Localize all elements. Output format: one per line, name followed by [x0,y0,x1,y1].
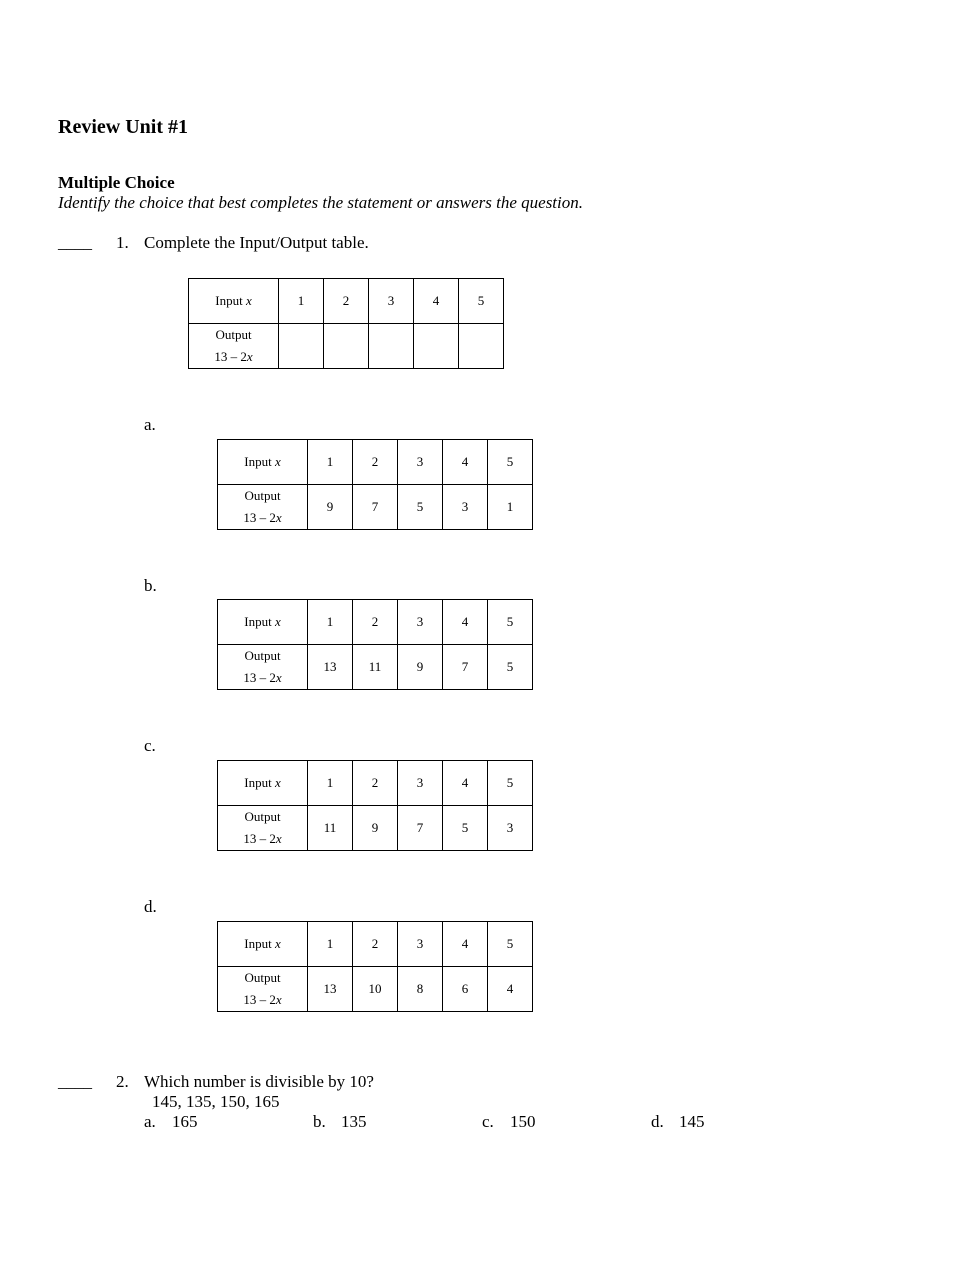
section-heading: Multiple Choice [58,173,175,192]
input-cell: 2 [324,279,369,324]
output-cell [324,324,369,369]
input-cell: 2 [353,922,398,967]
page-title: Review Unit #1 [58,116,188,138]
output-cell: 3 [488,806,533,851]
input-cell: 3 [398,761,443,806]
output-cell: 11 [308,806,353,851]
question-text-q1: Complete the Input/Output table. [144,233,369,252]
output-cell: 13 [308,645,353,690]
output-label-cell: Output 13 – 2x [218,485,308,530]
input-label-cell: Input x [218,761,308,806]
input-cell: 4 [443,761,488,806]
q2-choice-a-letter[interactable]: a. [144,1112,156,1131]
choice-b-letter[interactable]: b. [144,576,157,595]
choice-a-letter[interactable]: a. [144,415,156,434]
input-cell: 4 [443,600,488,645]
input-cell: 1 [308,922,353,967]
io-table-question [188,278,504,369]
output-cell: 9 [308,485,353,530]
input-cell: 5 [488,440,533,485]
output-cell: 8 [398,967,443,1012]
input-cell: 3 [369,279,414,324]
input-cell: 3 [398,440,443,485]
input-cell: 5 [459,279,504,324]
q2-choice-b-value: 135 [341,1112,367,1131]
q2-choice-b-letter[interactable]: b. [313,1112,326,1131]
q2-choice-a-value: 165 [172,1112,198,1131]
input-cell: 4 [443,440,488,485]
input-cell: 4 [443,922,488,967]
question-number-q1: 1. [116,233,129,252]
output-cell: 6 [443,967,488,1012]
output-label-cell: Output 13 – 2x [218,645,308,690]
input-cell: 2 [353,761,398,806]
io-table-choice-a [217,439,533,530]
input-cell: 5 [488,922,533,967]
question-number-q2: 2. [116,1072,129,1091]
input-cell: 3 [398,922,443,967]
output-cell: 13 [308,967,353,1012]
output-cell: 7 [443,645,488,690]
output-cell: 4 [488,967,533,1012]
answer-blank-q2[interactable]: ____ [58,1072,92,1091]
input-cell: 2 [353,440,398,485]
output-cell [369,324,414,369]
question-text-q2: Which number is divisible by 10? [144,1072,374,1091]
output-cell: 10 [353,967,398,1012]
input-cell: 1 [308,761,353,806]
output-label-cell: Output 13 – 2x [218,806,308,851]
input-cell: 5 [488,761,533,806]
q2-choice-d-letter[interactable]: d. [651,1112,664,1131]
input-cell: 3 [398,600,443,645]
q2-choice-c-letter[interactable]: c. [482,1112,494,1131]
input-label-cell: Input x [218,600,308,645]
q2-choice-d-value: 145 [679,1112,705,1131]
output-cell: 3 [443,485,488,530]
output-cell: 5 [398,485,443,530]
input-cell: 1 [308,600,353,645]
output-cell [279,324,324,369]
output-cell: 5 [488,645,533,690]
output-cell: 9 [398,645,443,690]
input-label-cell: Input x [218,440,308,485]
answer-blank-q1[interactable]: ____ [58,233,92,252]
section-instructions: Identify the choice that best completes the statement or answers the question. [58,193,583,212]
output-cell: 9 [353,806,398,851]
output-cell [414,324,459,369]
output-cell: 5 [443,806,488,851]
output-cell: 1 [488,485,533,530]
io-table-choice-b [217,599,533,690]
output-cell [459,324,504,369]
input-cell: 1 [308,440,353,485]
q2-choice-c-value: 150 [510,1112,536,1131]
input-cell: 2 [353,600,398,645]
output-cell: 7 [398,806,443,851]
io-table-choice-c [217,760,533,851]
output-cell: 11 [353,645,398,690]
output-label-cell: Output 13 – 2x [218,967,308,1012]
input-cell: 4 [414,279,459,324]
input-label-cell: Input x [189,279,279,324]
input-cell: 1 [279,279,324,324]
input-label-cell: Input x [218,922,308,967]
input-cell: 5 [488,600,533,645]
output-cell: 7 [353,485,398,530]
io-table-choice-d [217,921,533,1012]
choice-c-letter[interactable]: c. [144,736,156,755]
question-subtext-q2: 145, 135, 150, 165 [152,1092,280,1111]
choice-d-letter[interactable]: d. [144,897,157,916]
output-label-cell: Output 13 – 2x [189,324,279,369]
